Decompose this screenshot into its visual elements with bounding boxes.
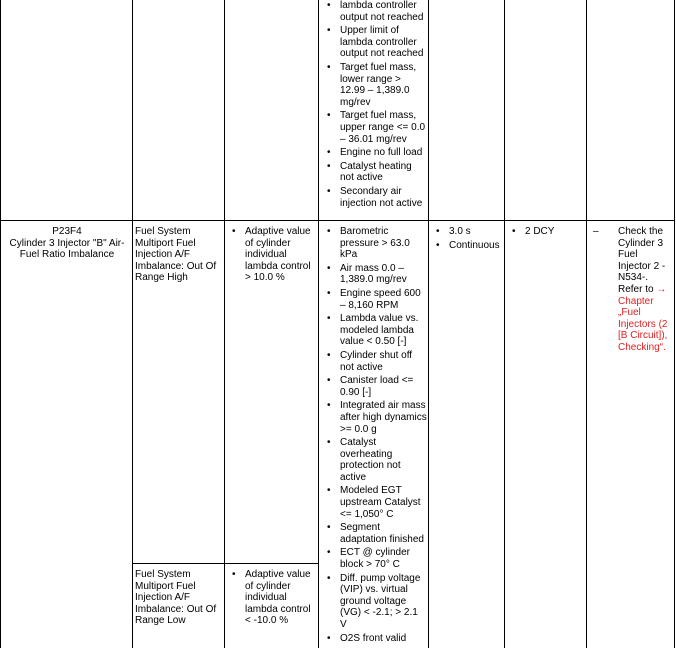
list-item: • Segment adaptation finished — [323, 522, 427, 545]
monitor-high-text: Fuel System Multiport Fuel Injection A/F Imbalance: Out Of Range High — [135, 226, 217, 284]
col-divider-3 — [318, 0, 319, 648]
threshold-low-text: • Adaptive value of cylinder individual lambda control < -10.0 % — [228, 569, 316, 627]
list-item: • Modeled EGT upstream Catalyst <= 1,050° C — [323, 485, 427, 520]
list-item: • O2S front valid — [323, 633, 427, 645]
col-divider-4 — [428, 0, 429, 648]
col-divider-6 — [586, 0, 587, 648]
conditions-list — [323, 226, 427, 644]
list-item: • Target fuel mass, lower range > 12.99 – 1,389.0 mg/rev — [323, 62, 427, 108]
action-text — [589, 226, 671, 354]
list-item: • Target fuel mass, upper range <= 0.0 – 36.01 mg/rev — [323, 110, 427, 145]
list-item: • Secondary air injection not active — [323, 186, 427, 209]
list-item: • Engine no full load — [323, 147, 427, 159]
mil-value: • 2 DCY — [508, 226, 586, 238]
list-item: • Cylinder shut off not active — [323, 350, 427, 373]
mil-cell — [508, 226, 586, 240]
row-divider — [0, 220, 675, 221]
monitor-low-text: Fuel System Multiport Fuel Injection A/F Imbalance: Out Of Range Low — [135, 569, 217, 627]
threshold-low-cell — [228, 569, 316, 629]
list-item: • ECT @ cylinder block > 70° C — [323, 547, 427, 570]
time-mode: • Continuous — [432, 240, 504, 252]
top-conditions-list — [323, 0, 427, 209]
action-cell — [589, 226, 671, 354]
threshold-high-cell — [228, 226, 316, 286]
list-item: • Air mass 0.0 – 1,389.0 mg/rev — [323, 263, 427, 286]
sub-row-divider — [132, 563, 318, 564]
table-border-right — [674, 0, 675, 648]
action-instruction: Check the Cylinder 3 Fuel Injector 2 -N534-. Refer to — [618, 226, 666, 295]
time-cell — [432, 226, 504, 253]
list-item: • Canister load <= 0.90 [-] — [323, 375, 427, 398]
list-item: • Catalyst overheating protection not active — [323, 437, 427, 483]
threshold-high-text: • Adaptive value of cylinder individual lambda control > 10.0 % — [228, 226, 316, 284]
list-item: • Lambda value vs. modeled lambda value < 0.50 [-] — [323, 313, 427, 348]
list-item: • Integrated air mass after high dynamics >= 0.0 g — [323, 400, 427, 435]
list-item: • lambda controller output not reached — [323, 0, 427, 23]
list-item: • Upper limit of lambda controller output not reached — [323, 25, 427, 60]
chapter-link[interactable]: → Chapter „Fuel Injectors (2 [B Circuit]), Checking“. — [618, 283, 668, 353]
col-divider-1 — [132, 0, 133, 648]
list-item: • Barometric pressure > 63.0 kPa — [323, 226, 427, 261]
monitor-low-cell — [135, 569, 223, 627]
col-divider-2 — [224, 0, 225, 648]
list-item: • Diff. pump voltage (VIP) vs. virtual ground voltage (VG) < -2.1; > 2.1 V — [323, 573, 427, 631]
monitor-high-cell — [135, 226, 223, 284]
dtc-description: Cylinder 3 Injector "B" Air-Fuel Ratio Imbalance — [9, 237, 125, 261]
dtc-cell — [4, 226, 130, 261]
time-value: • 3.0 s — [432, 226, 504, 238]
conditions-cell — [323, 226, 427, 646]
dtc-code: P23F4 — [52, 226, 82, 237]
list-item: • Engine speed 600 – 8,160 RPM — [323, 288, 427, 311]
table-border-left — [0, 0, 1, 648]
top-conditions-cell — [323, 0, 427, 211]
list-item: • Catalyst heating not active — [323, 161, 427, 184]
col-divider-5 — [504, 0, 505, 648]
